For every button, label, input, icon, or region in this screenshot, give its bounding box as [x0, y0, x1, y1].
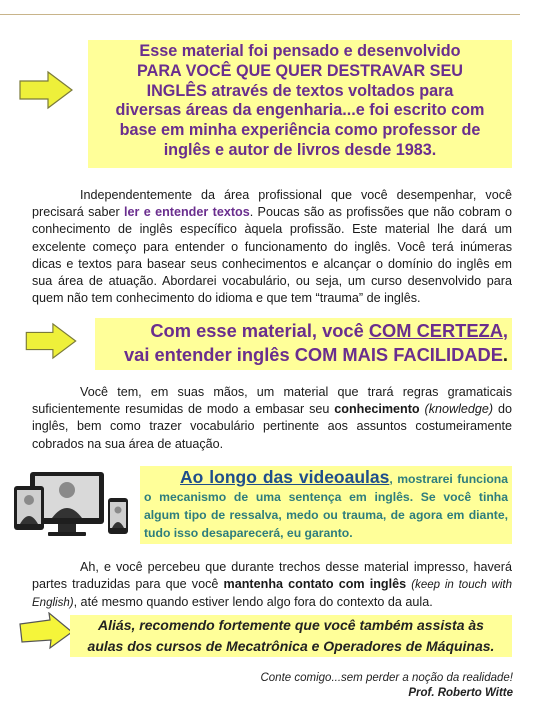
paragraph-3-text-e: , até mesmo quando estiver lendo algo fora do contexto da aula.	[73, 595, 433, 610]
recommendation-line-2: aulas dos cursos de Mecatrônica e Operadores de Máquinas.	[87, 638, 495, 654]
intro-highlight-box	[88, 40, 512, 168]
paragraph-2-italic: (knowledge)	[424, 402, 494, 417]
intro-line-4: diversas áreas da engenharia...e foi escrito com	[115, 101, 485, 120]
paragraph-2-text-e: do inglês, bem como trazer vocabulário pertinente aos assuntos costumeiramente cobrados na sua área de atuação.	[32, 402, 513, 451]
paragraph-3-text-a: Ah, e você percebeu que durante trechos desse material impresso, haverá partes traduzidas para que você	[32, 560, 512, 592]
videoaulas-highlight-box	[140, 466, 512, 544]
intro-line-2: PARA VOCÊ QUE QUER DESTRAVAR SEU	[137, 61, 463, 80]
intro-line-1: Esse material foi pensado e desenvolvido	[139, 42, 461, 60]
videoaulas-text: , mostrarei funciona o mecanismo de uma sentença em inglês. Se você tinha algum tipo de ressalva, medo ou trauma, de agora em diante, tudo isso desaparecerá, eu garanto.	[144, 472, 509, 540]
paragraph-1-text-b: . Poucas são as profissões que não cobram o conhecimento de inglês específico àquela profissão. Este material lhe dará um excelente começo para entender o funcionamento do inglês. Você terá inúmeras dicas e textos para basear seus conhecimentos e alcançar o domínio do inglês em sua área de atuação. Abordarei vocabulário, ou seja, um curso desenvolvido para quem não tem conhecimento do idioma e que tem “trauma” de inglês.	[32, 205, 512, 306]
paragraph-3	[32, 559, 512, 613]
certainty-underlined: COM CERTEZA	[368, 320, 503, 341]
intro-line-5: base em minha experiência como professor de	[119, 121, 481, 140]
certainty-comma: ,	[502, 320, 508, 341]
intro-line-3: INGLÊS através de textos voltados para	[146, 81, 454, 100]
certainty-text-a: Com esse material, você	[150, 320, 369, 341]
certainty-text-b: vai entender inglês COM MAIS FACILIDADE	[124, 344, 503, 365]
paragraph-1	[32, 187, 512, 307]
header-rule	[0, 14, 520, 15]
paragraph-1-text-a: Independentemente da área profissional que você desempenhar, você precisará saber	[32, 188, 512, 220]
paragraph-2-text-a: Você tem, em suas mãos, um material que trará regras gramaticais suficientemente resumidas de modo a embasar seu	[32, 385, 512, 417]
certainty-highlight-box	[95, 318, 512, 370]
recommendation-highlight-box	[70, 615, 512, 657]
certainty-period: .	[502, 344, 508, 365]
paragraph-2	[32, 384, 512, 453]
right-arrow-icon	[18, 70, 74, 110]
paragraph-3-italic: (keep in touch with English)	[32, 579, 513, 610]
devices-illustration	[12, 470, 136, 542]
closing-phrase: Conte comigo...sem perder a noção da realidade!	[260, 672, 513, 684]
certainty-line-2	[95, 343, 508, 367]
author-signature: Prof. Roberto Witte	[408, 687, 513, 699]
right-arrow-icon	[16, 612, 76, 652]
right-arrow-icon	[24, 322, 78, 360]
videoaulas-heading: Ao longo das videoaulas	[180, 467, 390, 487]
paragraph-3-bold: mantenha contato com inglês	[223, 577, 407, 592]
intro-line-6: inglês e autor de livros desde 1983.	[163, 140, 437, 159]
certainty-line-1	[95, 319, 508, 343]
paragraph-2-bold: conhecimento	[334, 402, 420, 417]
recommendation-line-1: Aliás, recomendo fortemente que você também assista às	[98, 617, 484, 633]
paragraph-1-emphasis: ler e entender textos	[124, 205, 250, 220]
